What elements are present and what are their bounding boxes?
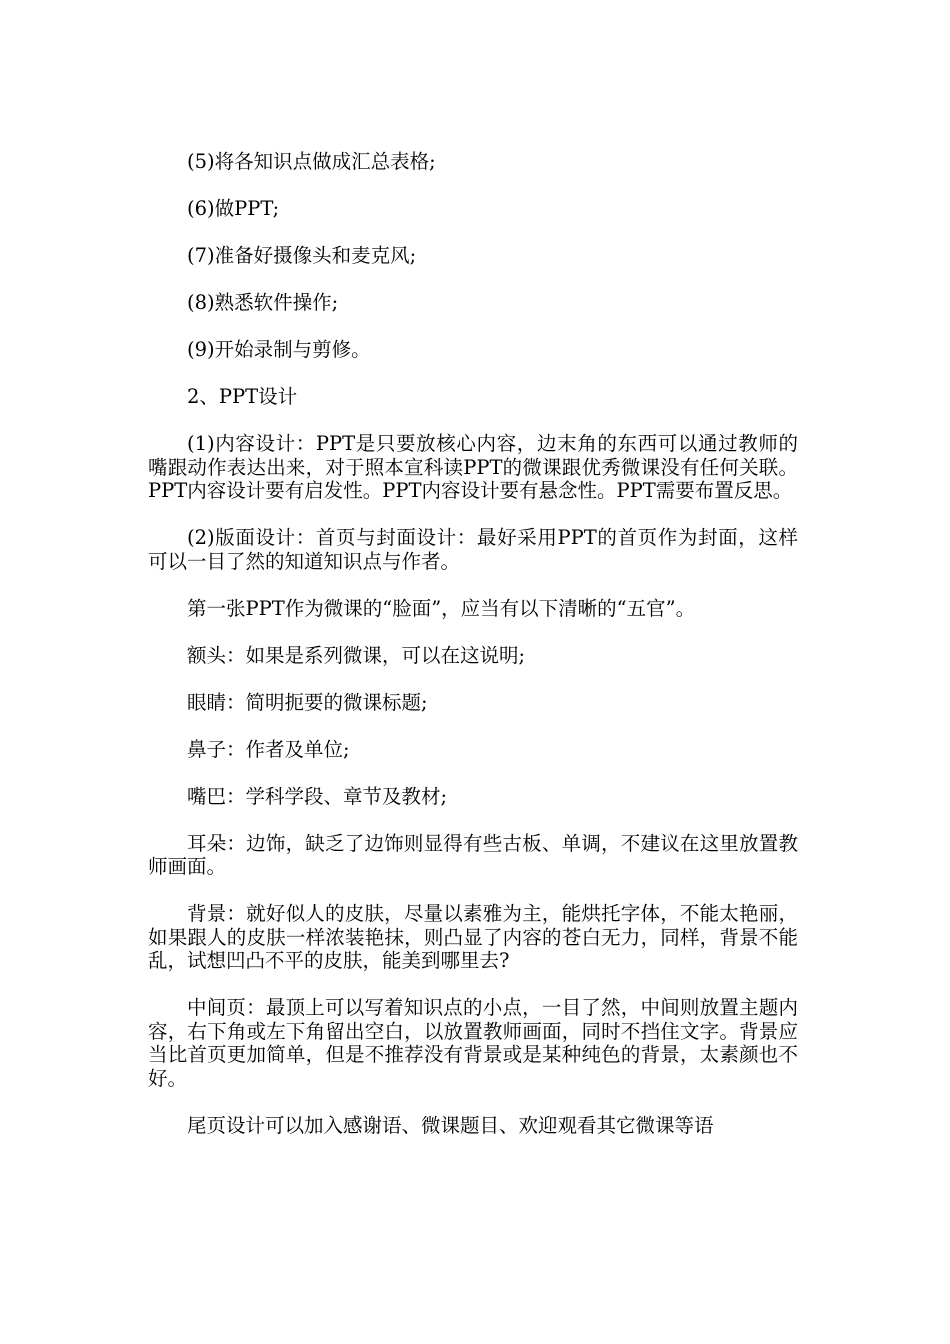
paragraph-step-7: (7)准备好摄像头和麦克风; (187, 244, 417, 267)
paragraph-step-5: (5)将各知识点做成汇总表格; (187, 150, 436, 173)
paragraph-ears: 耳朵：边饰，缺乏了边饰则显得有些古板、单调，不建议在这里放置教师画面。 (148, 831, 798, 878)
paragraph-background: 背景：就好似人的皮肤，尽量以素雅为主，能烘托字体，不能太艳丽，如果跟人的皮肤一样浓装艳抹，则凸显了内容的苍白无力，同样，背景不能乱，试想凹凸不平的皮肤，能美到哪里去? (148, 902, 798, 972)
paragraph-nose: 鼻子：作者及单位; (187, 737, 350, 761)
document-body (148, 150, 798, 1137)
section-heading-ppt-design: 2、PPT设计 (187, 385, 298, 408)
paragraph-step-8: (8)熟悉软件操作; (187, 291, 339, 314)
paragraph-layout-design: (2)版面设计：首页与封面设计：最好采用PPT的首页作为封面，这样可以一目了然的知道知识点与作者。 (148, 526, 798, 573)
paragraph-content-design: (1)内容设计：PPT是只要放核心内容，边末角的东西可以通过教师的嘴跟动作表达出来，对于照本宣科读PPT的微课跟优秀微课没有任何关联。PPT内容设计要有启发性。PPT内容设计要有悬念性。PPT需要布置反思。 (148, 432, 798, 502)
paragraph-last-page: 尾页设计可以加入感谢语、微课题目、欢迎观看其它微课等语 (187, 1113, 714, 1137)
paragraph-first-slide: 第一张PPT作为微课的“脸面”，应当有以下清晰的“五官”。 (187, 596, 696, 620)
paragraph-eyes: 眼睛：简明扼要的微课标题; (187, 690, 428, 714)
paragraph-step-6: (6)做PPT; (187, 197, 280, 220)
paragraph-forehead: 额头：如果是系列微课，可以在这说明; (187, 643, 526, 667)
paragraph-middle-page: 中间页：最顶上可以写着知识点的小点，一目了然，中间则放置主题内容，右下角或左下角留出空白，以放置教师画面，同时不挡住文字。背景应当比首页更加简单，但是不推荐没有背景或是某种纯色的背景，太素颜也不好。 (148, 996, 798, 1090)
paragraph-mouth: 嘴巴：学科学段、章节及教材; (187, 784, 448, 808)
paragraph-step-9: (9)开始录制与剪修。 (187, 338, 371, 361)
